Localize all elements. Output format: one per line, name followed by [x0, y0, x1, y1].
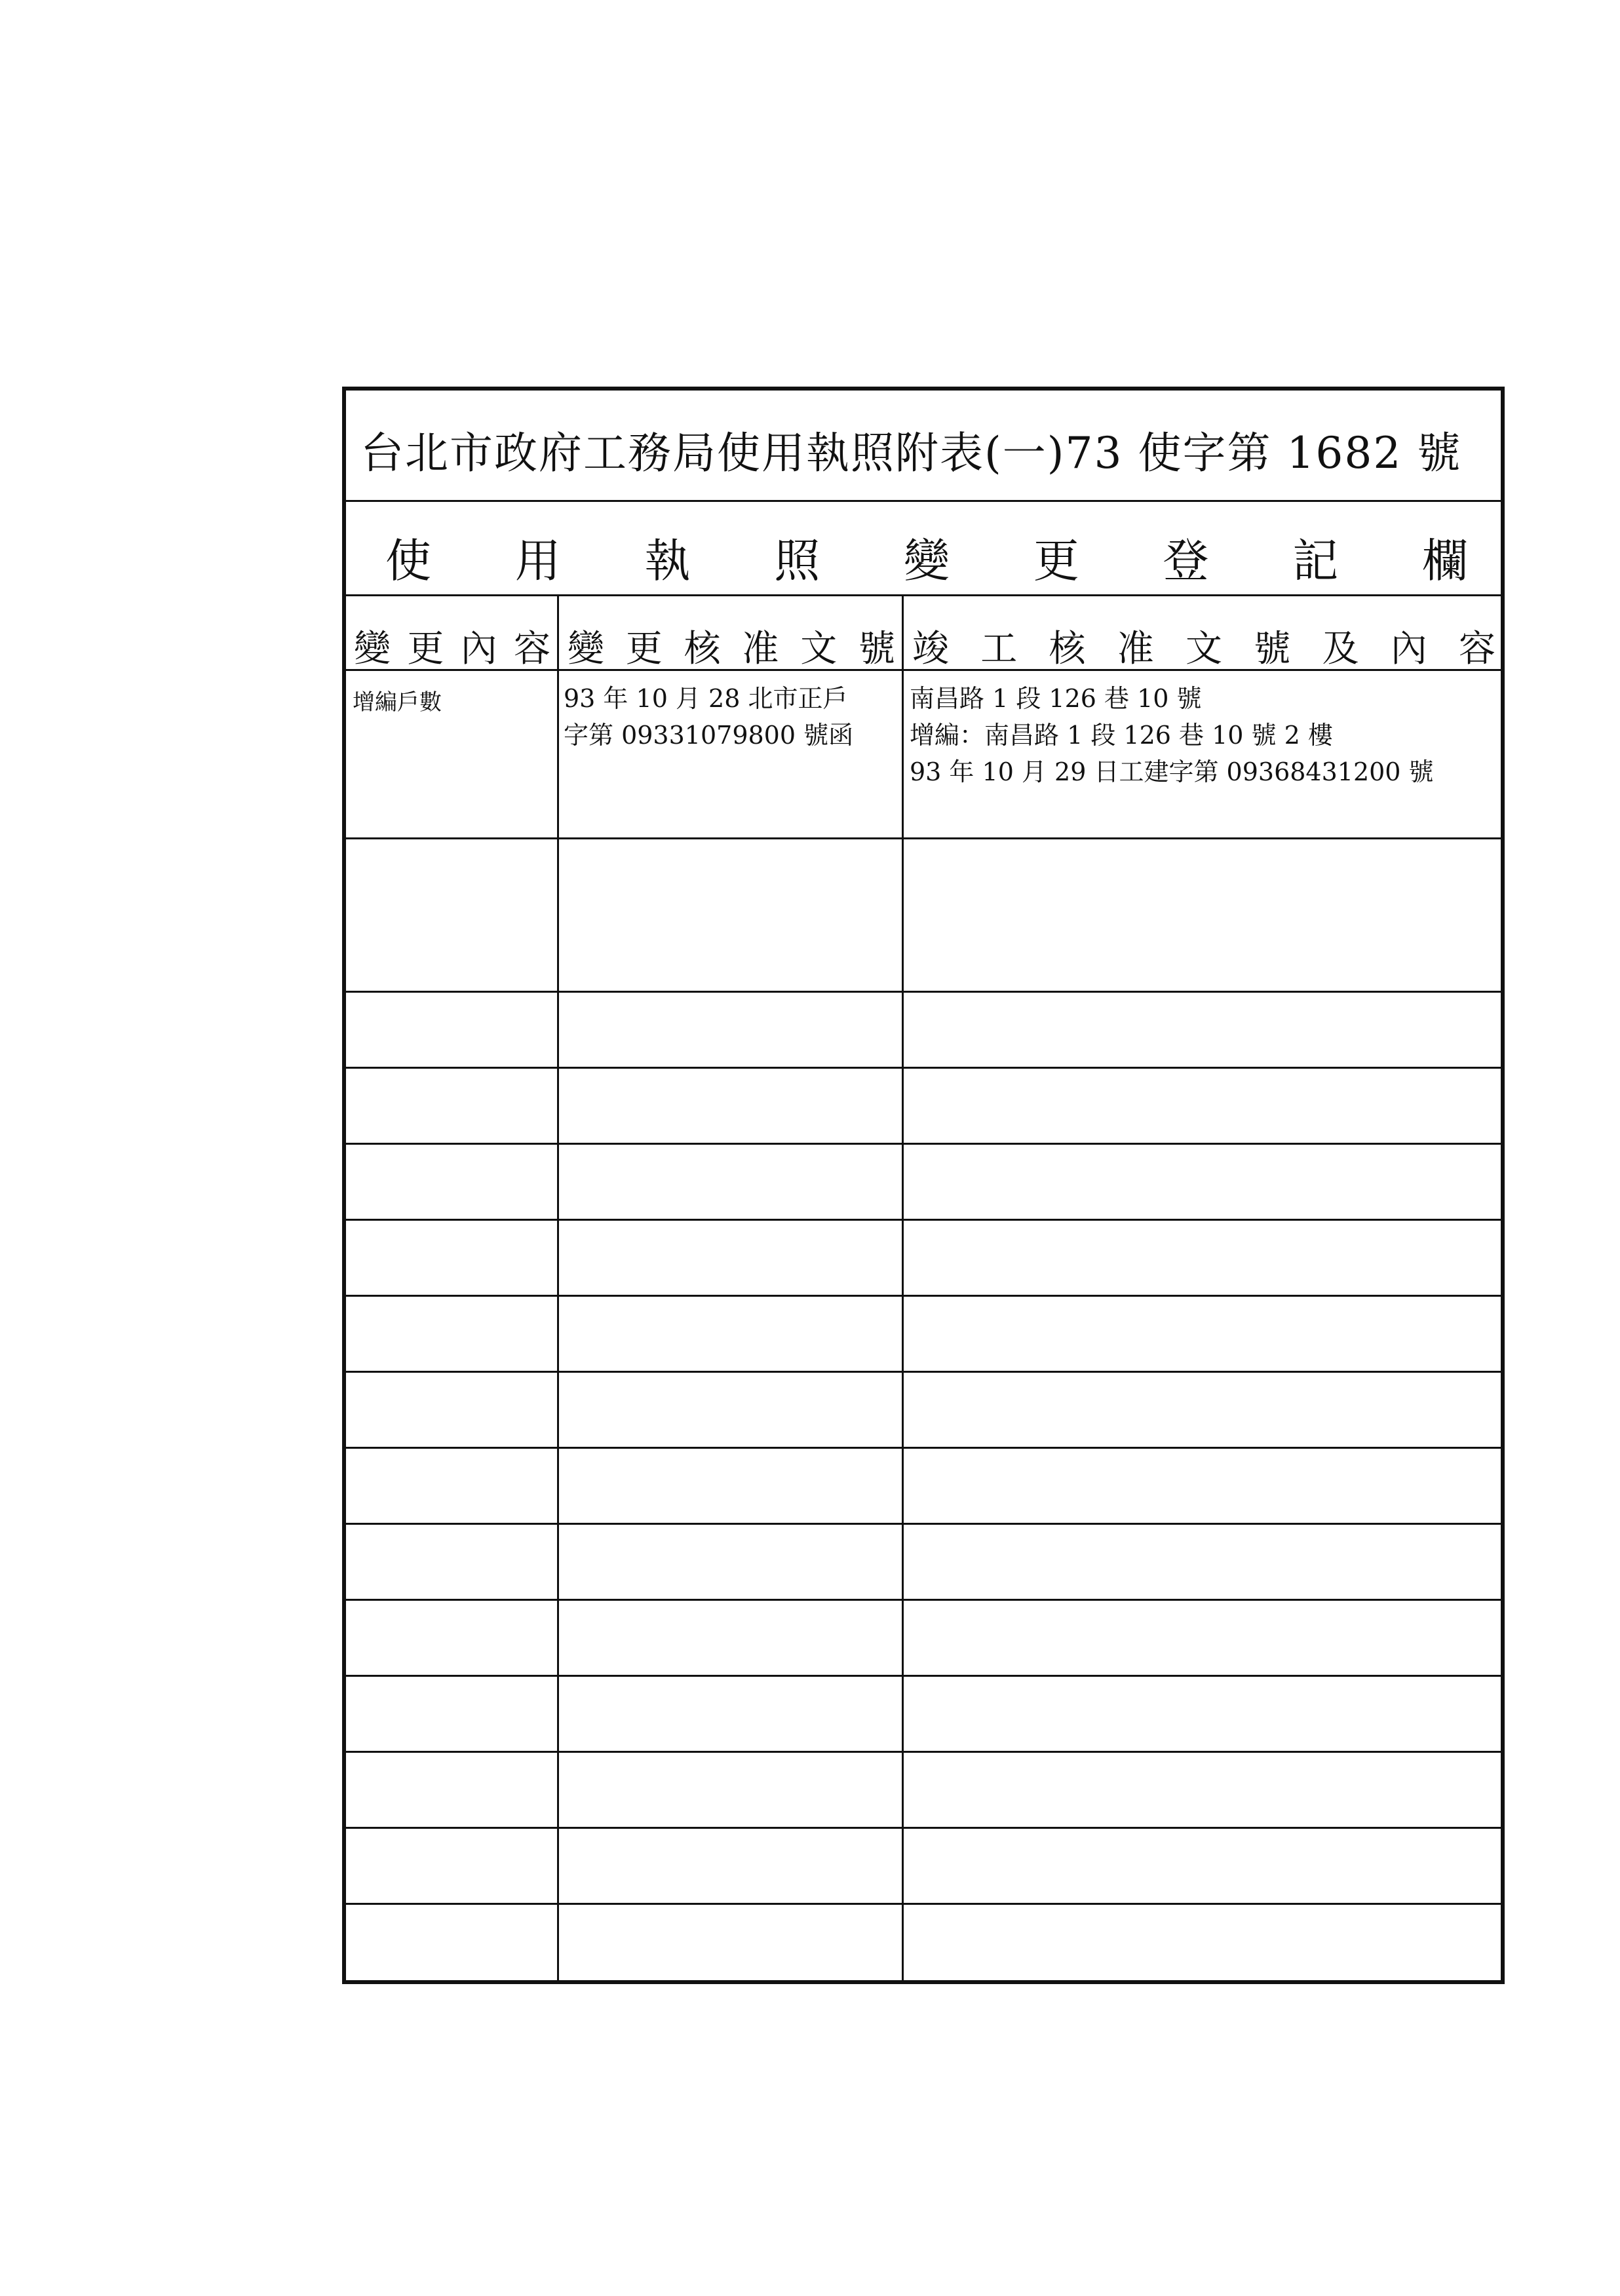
- row-divider: [346, 1903, 1501, 1905]
- row-divider: [346, 1371, 1501, 1373]
- column-header-char: 容: [1459, 628, 1495, 670]
- column-header-char: 文: [1186, 628, 1222, 670]
- section-header-char: 記: [1292, 534, 1339, 588]
- column-divider: [557, 596, 559, 1980]
- column-header-char: 更: [625, 628, 663, 670]
- column-header-char: 文: [800, 628, 838, 670]
- section-header-char: 執: [644, 534, 691, 588]
- section-header: [385, 524, 1468, 590]
- column-header-approval-no: [568, 620, 895, 672]
- row-divider: [346, 1523, 1501, 1525]
- column-header-char: 內: [1390, 628, 1427, 670]
- column-divider: [902, 596, 904, 1980]
- completion-line: 93 年 10 月 29 日工建字第 09368431200 號: [910, 757, 1434, 786]
- column-header-change-content: [354, 620, 550, 672]
- section-header-char: 用: [514, 534, 561, 588]
- column-header-char: 更: [407, 628, 444, 670]
- column-header-char: 核: [1049, 628, 1086, 670]
- row-divider: [346, 1827, 1501, 1829]
- column-header-char: 號: [858, 628, 895, 670]
- row-divider: [346, 991, 1501, 993]
- title-row: [346, 391, 1501, 502]
- section-header-char: 照: [774, 534, 820, 588]
- column-header-char: 工: [980, 628, 1018, 670]
- column-header-char: 准: [1117, 628, 1154, 670]
- column-header-char: 竣: [912, 628, 949, 670]
- column-header-completion: [912, 620, 1495, 672]
- column-header-row: [346, 596, 1501, 671]
- column-header-char: 容: [513, 628, 550, 670]
- section-header-char: 變: [904, 534, 950, 588]
- row-divider: [346, 1143, 1501, 1145]
- column-header-char: 及: [1322, 628, 1359, 670]
- usage-permit-change-form: [342, 387, 1505, 1984]
- section-header-char: 使: [385, 534, 431, 588]
- row-divider: [346, 1675, 1501, 1677]
- form-title: 台北市政府工務局使用執照附表(一)73 使字第 1682 號: [360, 428, 1462, 478]
- column-header-char: 內: [460, 628, 497, 670]
- column-header-char: 准: [742, 628, 779, 670]
- row-divider: [346, 1067, 1501, 1069]
- row-divider: [346, 1751, 1501, 1753]
- completion-line: 增編：南昌路 1 段 126 巷 10 號 2 樓: [910, 721, 1333, 750]
- column-header-char: 號: [1254, 628, 1291, 670]
- row-divider: [346, 1295, 1501, 1297]
- completion-line: 南昌路 1 段 126 巷 10 號: [910, 684, 1202, 713]
- row-divider: [346, 1447, 1501, 1449]
- column-header-char: 變: [568, 628, 604, 670]
- change-content-cell: 增編戶數: [353, 689, 442, 716]
- section-header-row: [346, 502, 1501, 596]
- section-header-char: 登: [1163, 534, 1209, 588]
- column-header-char: 變: [354, 628, 391, 670]
- row-divider: [346, 837, 1501, 839]
- column-header-char: 核: [684, 628, 721, 670]
- row-divider: [346, 1599, 1501, 1601]
- approval-number-line: 93 年 10 月 28 北市正戶: [564, 684, 848, 713]
- row-divider: [346, 1219, 1501, 1221]
- approval-number-line: 字第 09331079800 號函: [564, 721, 854, 750]
- section-header-char: 欄: [1422, 534, 1468, 588]
- section-header-char: 更: [1033, 534, 1079, 588]
